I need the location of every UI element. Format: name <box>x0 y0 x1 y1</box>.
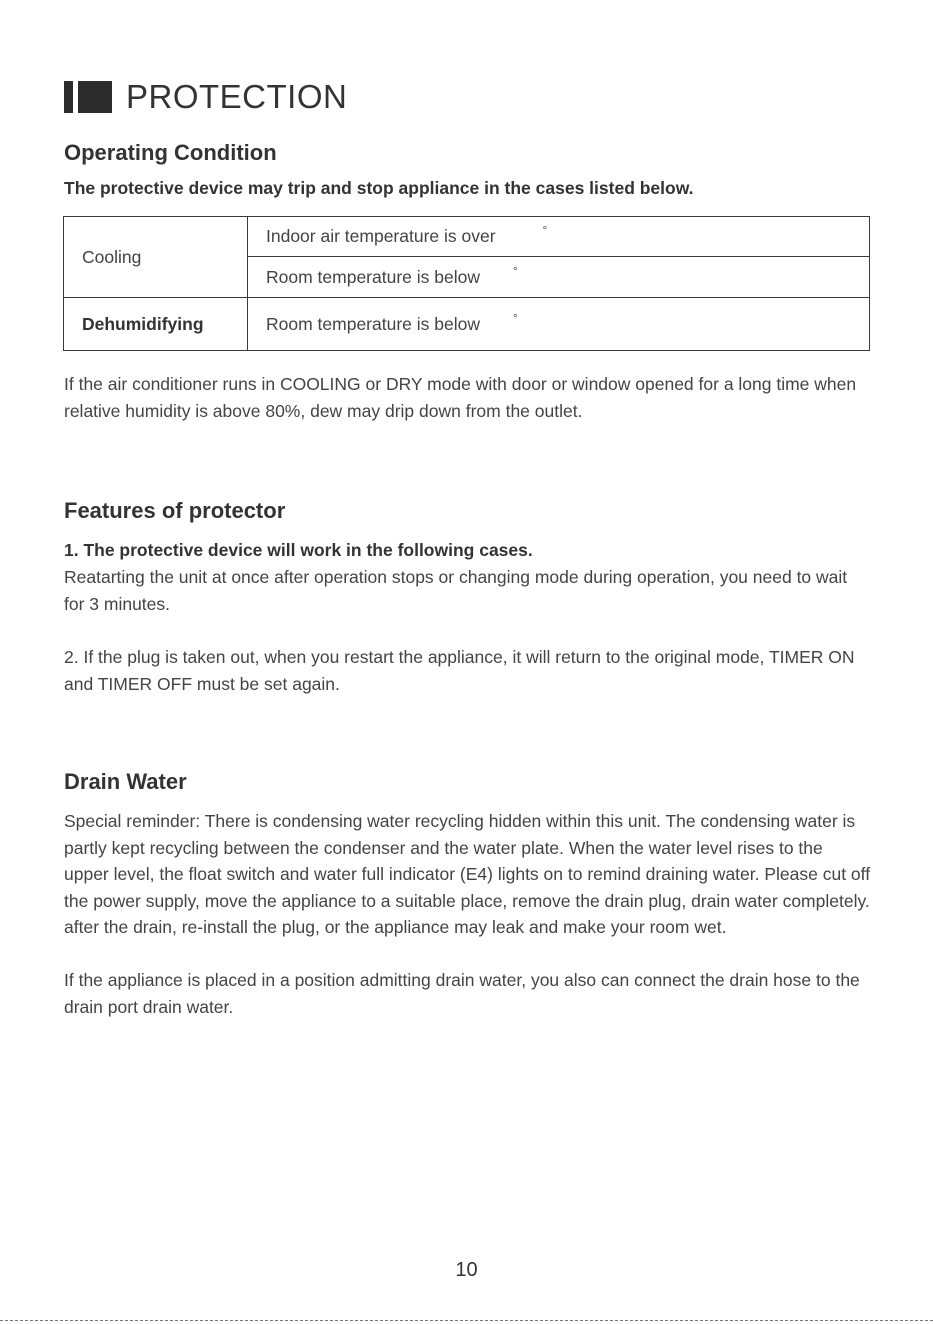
condition-cell <box>248 257 870 298</box>
operating-condition-table <box>63 216 870 351</box>
operating-condition-lead: The protective device may trip and stop appliance in the cases listed below. <box>64 178 694 198</box>
drain-water-text: Special reminder: There is condensing water recycling hidden within this unit. The condensing water is partly kept recycling between the condenser and the water plate. When the water level rises to the upper level, the float switch and water full indicator (E4) lights on to remind draining water. Please cut off the power supply, move the appliance to a suitable place, remove the drain plug, drain water completely. after the drain, re-install the plug, or the appliance may leak and make your room wet. <box>64 811 871 937</box>
features-item1-lead: 1. The protective device will work in the following cases. <box>64 540 533 560</box>
degree-unit: ° <box>512 310 518 325</box>
degree-unit: ° <box>512 263 518 278</box>
operating-note: If the air conditioner runs in COOLING or DRY mode with door or window opened for a long time when relative humidity is above 80%, dew may drip down from the outlet. <box>64 374 857 421</box>
operating-condition-heading: Operating Condition <box>64 140 277 165</box>
drain-water-text-2: If the appliance is placed in a position admitting drain water, you also can connect the drain hose to the drain port drain water. <box>64 970 860 1017</box>
drain-water-heading: Drain Water <box>64 769 187 794</box>
condition-text: Room temperature is below <box>266 313 480 334</box>
table-row <box>64 217 870 257</box>
header-bar-icon <box>64 81 73 113</box>
mode-label-cooling: Cooling <box>64 217 248 298</box>
section-title: PROTECTION <box>126 78 348 115</box>
features-item1-text: Reatarting the unit at once after operation stops or changing mode during operation, you need to wait for 3 minutes. <box>64 567 848 614</box>
footer-divider <box>0 1320 933 1321</box>
mode-label-dehumidifying: Dehumidifying <box>64 298 248 351</box>
header-block-icon <box>78 81 112 113</box>
section-header <box>64 78 347 116</box>
condition-text: Room temperature is below <box>266 266 480 287</box>
degree-unit: ° <box>542 223 548 237</box>
table-row <box>64 298 870 351</box>
features-item2-text: 2. If the plug is taken out, when you restart the appliance, it will return to the original mode, TIMER ON and TIMER OFF must be set again. <box>64 647 855 694</box>
condition-cell <box>248 217 870 257</box>
features-heading: Features of protector <box>64 498 286 523</box>
condition-cell <box>248 298 870 351</box>
page-number: 10 <box>455 1259 478 1281</box>
condition-text: Indoor air temperature is over <box>266 226 496 246</box>
